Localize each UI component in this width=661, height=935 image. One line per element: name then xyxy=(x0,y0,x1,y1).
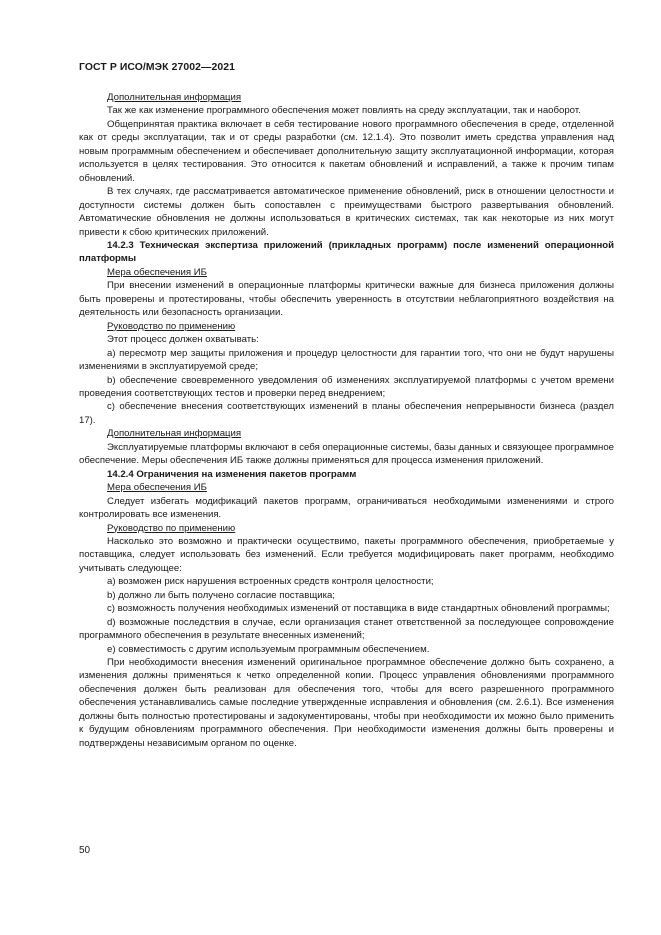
page-number: 50 xyxy=(79,845,91,856)
paragraph: При необходимости внесения изменений оригинальное программное обеспечение должно быть сохранено, а изменения должны применяться к четко определенной копии. Процесс управления обновлениями программного обеспечения должен быть реализован для обеспечения того, чтобы для всего разрешенного программного обеспечения устанавливались самые последние утвержденные исправления и обновления (см. 2.6.1). Все изменения должны быть полностью протестированы и задокументированы, чтобы при необходимости их можно было применить к будущим обновлениям программного обеспечения. При необходимости изменения должны быть проверены и подтверждены независимым органом по оценке. xyxy=(79,657,614,749)
paragraph: Этот процесс должен охватывать: xyxy=(107,334,259,346)
list-item: d) возможные последствия в случае, если организация станет ответственной за последующее сопровождение программного обеспечения в результате внесенных изменений; xyxy=(79,616,614,642)
list-item: b) должно ли быть получено согласие поставщика; xyxy=(107,589,335,601)
subheading-control: Мера обеспечения ИБ xyxy=(107,266,207,278)
document-header: ГОСТ Р ИСО/МЭК 27002—2021 xyxy=(79,62,235,73)
list-item: b) обеспечение своевременного уведомления об изменениях эксплуатируемой платформы с учетом времени проведения соответствующих тестов и проверки перед внедрением; xyxy=(79,374,614,399)
paragraph: Насколько это возможно и практически осуществимо, пакеты программного обеспечения, приобретаемые у поставщика, следует использовать без изменений. Если требуется модифицировать пакет программ, необходимо учитывать следующее: xyxy=(79,535,614,574)
list-item: a) возможен риск нарушения встроенных средств контроля целостности; xyxy=(107,576,434,588)
paragraph: При внесении изменений в операционные платформы критически важные для бизнеса приложения должны быть проверены и протестированы, чтобы обеспечить уверенность в отсутствии неблагоприятного воздействия на деятельность или безопасность организации. xyxy=(79,280,614,319)
section-heading-14-2-4: 14.2.4 Ограничения на изменения пакетов программ xyxy=(107,468,357,480)
paragraph: Эксплуатируемые платформы включают в себя операционные системы, базы данных и связующее программное обеспечение. Меры обеспечения ИБ также должны применяться для процесса изменения приложений. xyxy=(79,441,615,467)
subheading-guidance: Руководство по применению xyxy=(107,320,236,332)
subheading-additional-info: Дополнительная информация xyxy=(107,92,242,103)
subheading-guidance: Руководство по применению xyxy=(107,522,236,534)
list-item: c) возможность получения необходимых изменений от поставщика в виде стандартных обновлений программы; xyxy=(107,603,610,615)
page-body xyxy=(79,91,614,750)
paragraph: Следует избегать модификаций пакетов программ, ограничиваться необходимыми изменениями и строго контролировать все изменения. xyxy=(79,495,614,521)
list-item: a) пересмотр мер защиты приложения и процедур целостности для гарантии того, что они не будут нарушены изменениями в эксплуатируемой среде; xyxy=(79,347,614,373)
subheading-additional-info: Дополнительная информация xyxy=(107,428,242,440)
list-item: c) обеспечение внесения соответствующих изменений в планы обеспечения непрерывности бизнеса (раздел 17). xyxy=(79,401,614,426)
paragraph: В тех случаях, где рассматривается автоматическое применение обновлений, риск в отношении целостности и доступности системы должен быть сопоставлен с преимуществами быстрого развертывания обновлений. Автоматические обновления не должны использоваться в критических системах, так как некоторые из них могут привести к сбою критических приложений. xyxy=(79,186,614,238)
paragraph: Общепринятая практика включает в себя тестирование нового программного обеспечения в среде, отделенной как от среды эксплуатации, так и от среды разработки (см. 12.1.4). Это позволит иметь средства управления над новым программным обеспечением и обеспечивает дополнительную защиту эксплуатационной информации, которая используется в целях тестирования. Это относится к пакетам обновлений и исправлений, а также к прочим типам обновлений. xyxy=(79,118,614,184)
section-heading-14-2-3: 14.2.3 Техническая экспертиза приложений (прикладных программ) после изменений операционной платформы xyxy=(79,239,614,265)
list-item: e) совместимость с другим используемым программным обеспечением. xyxy=(107,643,430,655)
subheading-control: Мера обеспечения ИБ xyxy=(107,482,207,494)
paragraph: Так же как изменение программного обеспечения может повлиять на среду эксплуатации, так и наоборот. xyxy=(107,105,581,117)
